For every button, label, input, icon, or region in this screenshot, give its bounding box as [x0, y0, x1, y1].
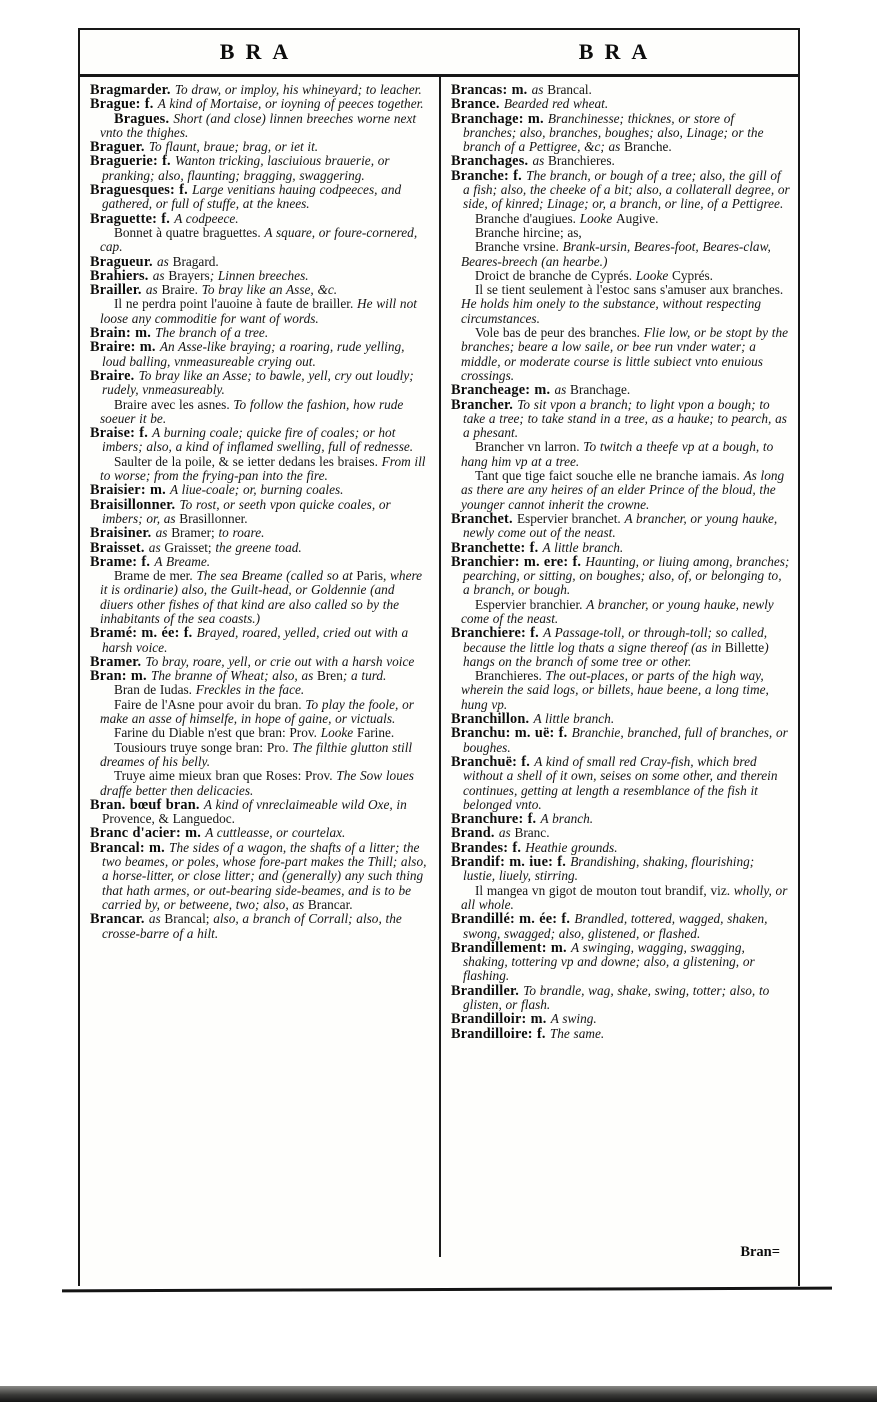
dictionary-entry: Braise: f. A burning coale; quicke fire of coales; or hot imbers; also, a kind of inflamed swelling, full of rednesse.	[90, 425, 414, 455]
running-head	[80, 30, 798, 74]
dictionary-entry: Branchage: m. Branchinesse; thicknes, or store of branches; also, branches, boughes; also, Linage; or the branch of a Pettigree, &c; as Branche.	[451, 110, 764, 155]
dictionary-entry: Branc d'acier: m. A cuttleasse, or courtelax.	[90, 825, 346, 842]
dictionary-entry: Braisillonner. To rost, or seeth vpon quicke coales, or imbers; or, as Brasillonner.	[90, 496, 391, 526]
dictionary-entry: Espervier branchier. A brancher, or young hauke, newly come of the neast.	[461, 596, 774, 626]
dictionary-entry: Brancal: m. The sides of a wagon, the shafts of a litter; the two beames, or poles, whose fore-part makes the Thill; also, a horse-litter, or close litter; and (generally) any such thing that hath armes, or out-bearing side-beames, and is to be carried by, or betweene, two; also, as Brancar.	[90, 839, 427, 912]
dictionary-entry: Braguer. To flaunt, braue; brag, or iet it.	[90, 139, 319, 156]
dictionary-entry: Bragmarder. To draw, or imploy, his whineyard; to leacher.	[90, 82, 422, 98]
dictionary-entry: Brandillé: m. ée: f. Brandled, tottered, wagged, shaken, swong, swagged; also, glistened, or flashed.	[451, 911, 768, 941]
dictionary-entry: Tant que tige faict souche elle ne branche iamais. As long as there are any heires of an elder Prince of the bloud, the younger cannot inherit the crowne.	[461, 468, 785, 512]
dictionary-entry: Brancas: m. as Brancal.	[451, 82, 592, 98]
dictionary-entry: Brancher vn larron. To twitch a theefe vp at a bough, to hang him vp at a tree.	[461, 439, 774, 469]
dictionary-entry: Brancheage: m. as Branchage.	[451, 382, 631, 399]
dictionary-entry: Bran. bœuf bran. A kind of vnreclaimeable wild Oxe, in Provence, & Languedoc.	[90, 796, 407, 827]
dictionary-entry: Vole bas de peur des branches. Flie low, or be stopt by the branches; beare a low saile, or bee run vnder water; a middle, or moderate course is little subiect vnto enuious crossings.	[461, 325, 789, 383]
dictionary-entry: Bramer. To bray, roare, yell, or crie out with a harsh voice	[90, 653, 415, 670]
dictionary-entry: Braisier: m. A liue-coale; or, burning coales.	[90, 482, 344, 499]
dictionary-entry: Brame de mer. The sea Breame (called so at Paris, where it is ordinarie) also, the Guilt-head, or Goldennie (and diuers other fishes of that kind are also called so by the inhabitants of the sea coasts.)	[100, 568, 423, 626]
dictionary-entry: Bragues. Short (and close) linnen breeches worne next vnto the thighes.	[100, 110, 417, 140]
dictionary-entry: Faire de l'Asne pour avoir du bran. To play the foole, or make an asse of himselfe, in hope of gaine, or victuals.	[100, 696, 414, 727]
dictionary-entry: Brandif: m. iue: f. Brandishing, shaking, flourishing; lustie, liuely, stirring.	[451, 854, 755, 884]
dictionary-entry: Braguesques: f. Large venitians hauing codpeeces, and gathered, or full of stuffe, at the knees.	[90, 182, 402, 212]
column-left	[80, 77, 439, 1257]
dictionary-entry: Brandilloire: f. The same.	[451, 1025, 605, 1042]
dictionary-entry: Bramé: m. ée: f. Brayed, roared, yelled, cried out with a harsh voice.	[90, 625, 409, 655]
dictionary-entry: Branche d'augiues. Looke Augive.	[475, 210, 659, 226]
dictionary-entry: Brandillement: m. A swinging, wagging, swagging, shaking, tottering vp and downe; also, a glistening, or flashing.	[451, 939, 755, 984]
dictionary-entry: Branchages. as Branchieres.	[451, 153, 615, 170]
dictionary-entry: Brancar. as Brancal; also, a branch of Corrall; also, the crosse-barre of a hilt.	[90, 911, 402, 941]
dictionary-entry: Branchiere: f. A Passage-toll, or through-toll; so called, because the little log thats a signe thereof (as in Billette) hangs on the branch of some tree or other.	[451, 625, 769, 669]
dictionary-entry: Brand. as Branc.	[451, 825, 550, 842]
dictionary-entry: Branchuë: f. A kind of small red Cray-fish, which bred without a shell of it own, seises on some other, and therein continues, getting at length a resemblance of the fish it belonged vnto.	[451, 753, 778, 812]
dictionary-entry: Braguette: f. A codpeece.	[90, 210, 239, 227]
column-right	[439, 77, 798, 1257]
dictionary-entry: Tousiours truye songe bran: Pro. The filthie glutton still dreames of his belly.	[100, 739, 413, 769]
dictionary-entry: Il ne perdra point l'auoine à faute de brailler. He will not loose any commoditie for want of words.	[100, 296, 417, 326]
catchword: Bran=	[740, 1244, 780, 1260]
dictionary-entry: Branchieres. The out-places, or parts of the high way, wherein the said logs, or billets, haue beene, a long time, hung vp.	[461, 668, 769, 712]
dictionary-entry: Bonnet à quatre braguettes. A square, or foure-cornered, cap.	[100, 224, 418, 255]
running-head-left: BRA	[219, 39, 300, 64]
dictionary-entry: Branchier: m. ere: f. Haunting, or liuing among, branches; pearching, or sitting, on boughes; also, of, or belonging to, a branch, or bough.	[451, 553, 790, 598]
dictionary-entry: Branchette: f. A little branch.	[451, 539, 624, 556]
dictionary-entry: Brain: m. The branch of a tree.	[90, 325, 269, 342]
dictionary-entry: Branchet. Espervier branchet. A brancher, or young hauke, newly come out of the neast.	[451, 510, 778, 541]
dictionary-entry: Brance. Bearded red wheat.	[451, 96, 609, 113]
dictionary-entry: Brailler. as Braire. To bray like an Asse, &c.	[90, 282, 338, 299]
dictionary-entry: Braisiner. as Bramer; to roare.	[90, 525, 265, 542]
dictionary-entry: Branchu: m. uë: f. Branchie, branched, full of branches, or boughes.	[451, 725, 788, 755]
dictionary-entry: Brague: f. A kind of Mortaise, or ioyning of peeces together.	[90, 96, 424, 113]
dictionary-entry: Il se tient seulement à l'estoc sans s'amuser aux branches. He holds him onely to the substance, without respecting circumstances.	[461, 282, 784, 326]
dictionary-entry: Braire: m. An Asse-like braying; a roaring, rude yelling, loud balling, vnmeasureable crying out.	[90, 339, 405, 369]
dictionary-entry: Braire. To bray like an Asse; to bawle, yell, cry out loudly; rudely, vnmeasureably.	[90, 367, 414, 398]
dictionary-entry: Brahiers. as Brayers; Linnen breeches.	[90, 267, 309, 284]
dictionary-entry: Saulter de la poile, & se ietter dedans les braises. From ill to worse; from the frying-pan into the fire.	[100, 453, 426, 484]
dictionary-entry: Branchillon. A little branch.	[451, 711, 615, 728]
dictionary-entry: Brandes: f. Heathie grounds.	[451, 839, 618, 856]
dictionary-entry: Brandiller. To brandle, wag, shake, swing, totter; also, to glisten, or flash.	[451, 982, 770, 1012]
bottom-rule	[62, 1287, 832, 1293]
dictionary-entry: Truye aime mieux bran que Roses: Prov. The Sow loues draffe better then delicacies.	[100, 768, 414, 798]
text-columns	[80, 77, 798, 1257]
dictionary-entry: Brandilloir: m. A swing.	[451, 1011, 597, 1028]
dictionary-entry: Droict de branche de Cyprés. Looke Cyprés.	[475, 267, 713, 283]
dictionary-entry: Braguerie: f. Wanton tricking, lasciuious brauerie, or pranking; also, flaunting; bragging, swaggering.	[90, 153, 390, 183]
dictionary-entry: Brame: f. A Breame.	[90, 553, 211, 570]
dictionary-entry: Branchure: f. A branch.	[451, 811, 594, 828]
dictionary-entry: Bragueur. as Bragard.	[90, 253, 219, 270]
dictionary-entry: Branche vrsine. Brank-ursin, Beares-foot, Beares-claw, Beares-breech (an hearbe.)	[461, 239, 771, 269]
dictionary-entry: Brancher. To sit vpon a branch; to light vpon a bough; to take a tree; to take stand in a tree, as a hauke; to pearch, as a phesant.	[451, 396, 787, 441]
dictionary-entry: Farine du Diable n'est que bran: Prov. Looke Farine.	[114, 725, 395, 741]
dictionary-entry: Branche hircine; as,	[475, 224, 582, 240]
dictionary-entry: Bran de Iudas. Freckles in the face.	[114, 682, 305, 698]
dictionary-entry: Branche: f. The branch, or bough of a tree; also, the gill of a fish; also, the cheeke of a bit; also, a collaterall degree, or side, of kinred; Linage; or, a branch, or line, of a Pettigree.	[451, 167, 790, 212]
dictionary-entry: Braire avec les asnes. To follow the fashion, how rude soeuer it be.	[100, 396, 404, 426]
dictionary-entry: Bran: m. The branne of Wheat; also, as Bren; a turd.	[90, 668, 387, 685]
scan-edge-band	[0, 1386, 877, 1402]
dictionary-entry: Il mangea vn gigot de mouton tout brandif, viz. wholly, or all whole.	[461, 882, 788, 912]
dictionary-entry: Braisset. as Graisset; the greene toad.	[90, 539, 302, 556]
running-head-right: BRA	[578, 39, 659, 64]
page-border	[78, 28, 800, 1286]
